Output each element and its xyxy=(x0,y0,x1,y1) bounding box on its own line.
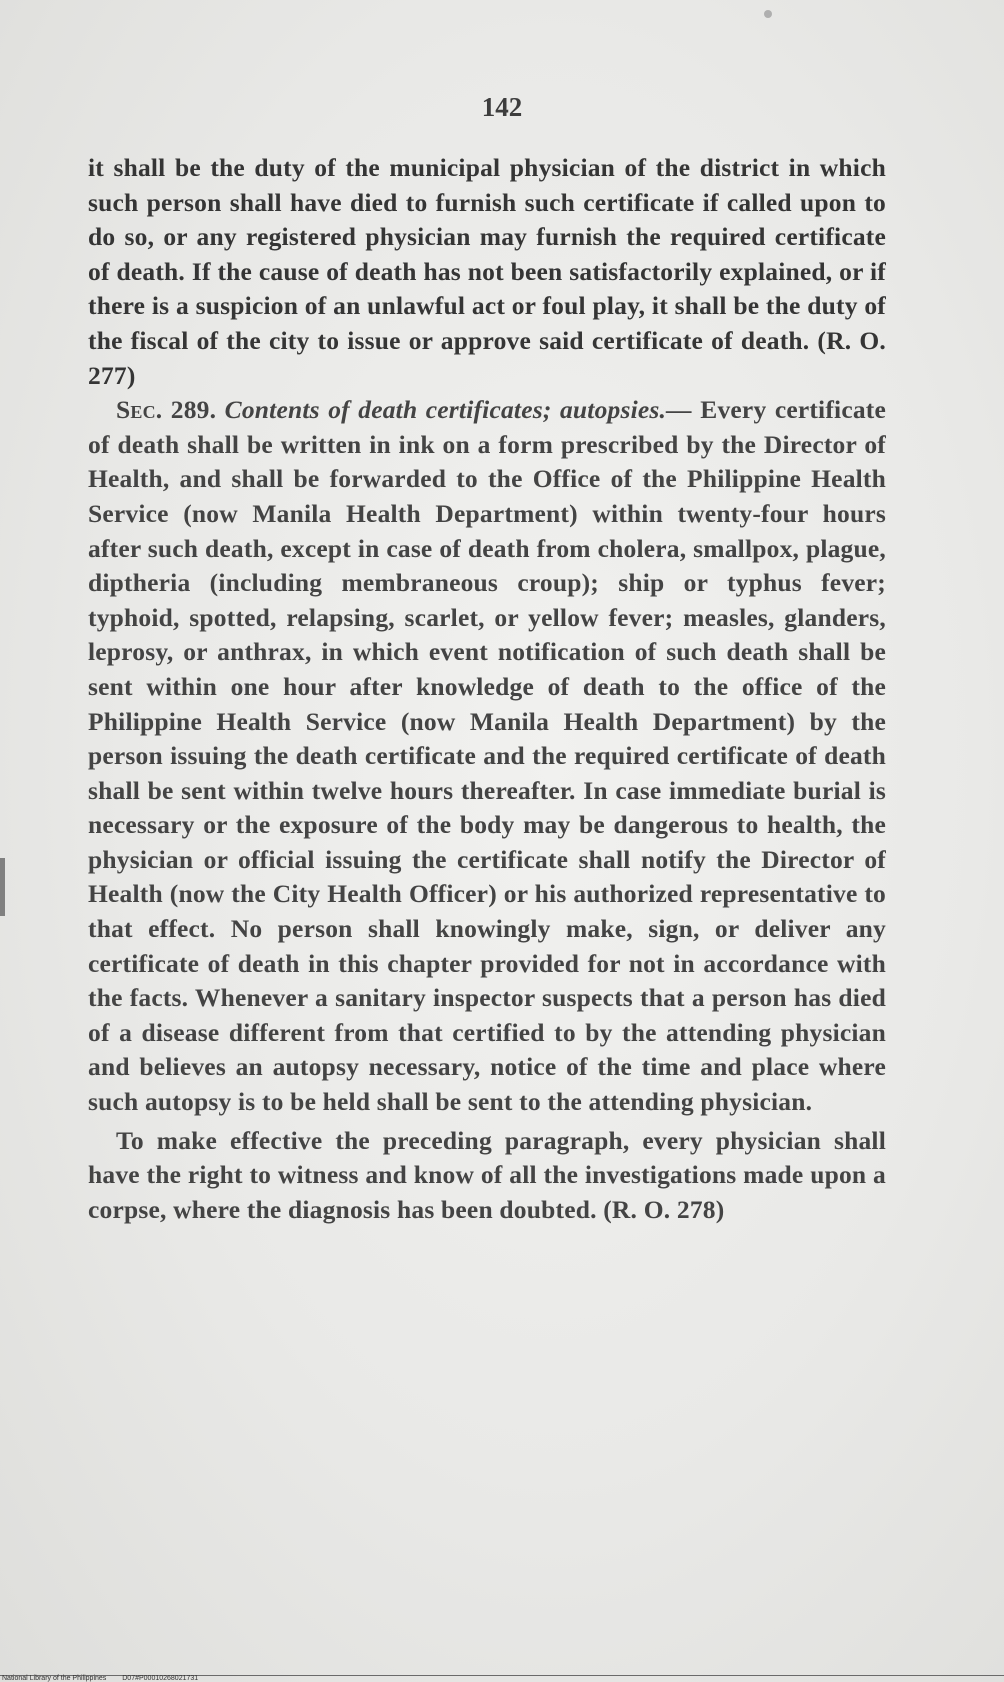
body-text xyxy=(88,151,886,1227)
section-label: Sec. 289. xyxy=(116,395,217,425)
scan-speck xyxy=(764,10,772,18)
footer-library: National Library of the Philippines xyxy=(2,1675,107,1682)
scan-edge-mark xyxy=(0,858,5,916)
footer-code: D07#P00010268021731 xyxy=(122,1675,199,1682)
scan-footer xyxy=(2,1675,198,1682)
section-title: Contents of death certificates; autopsies.— xyxy=(224,395,692,425)
paragraph-final: To make effective the preceding paragraph, every physician shall have the right to witness and know of all the investigations made upon a corpse, where the diagnosis has been doubted. (R. O. 278) xyxy=(88,1125,886,1224)
section-body: Every certificate of death shall be written in ink on a form prescribed by the Director of Health, and shall be forwarded to the Office of the Philippine Health Service (now Manila Health Department) within twenty-four hours after such death, except in case of death from cholera, smallpox, plague, diptheria (including membraneous croup); ship or typhus fever; typhoid, spotted, relapsing, scarlet, or yellow fever; measles, glanders, leprosy, or anthrax, in which event notification of such death shall be sent within one hour after knowledge of death to the office of the Philippine Health Service (now Manila Health Department) by the person issuing the death certificate and the required certificate of death shall be sent within twelve hours thereafter. In case immediate burial is necessary or the exposure of the body may be dangerous to health, the physician or official issuing the certificate shall notify the Director of Health (now the City Health Officer) or his authorized representative to that effect. No person shall knowingly make, sign, or deliver any certificate of death in this chapter provided for not in accordance with the facts. Whenever a sanitary inspector suspects that a person has died of a disease different from that certified to by the attending physician and believes an autopsy necessary, notice of the time and place where such autopsy is to be held shall be sent to the attending physician. xyxy=(88,395,887,1117)
paragraph-section-289 xyxy=(88,393,886,1119)
paragraph-continuation: it shall be the duty of the municipal physician of the district in which such person shall have died to furnish such certificate if called upon to do so, or any registered physician may furnish the required certificate of death. If the cause of death has not been satisfactorily explained, or if there is a suspicion of an unlawful act or foul play, it shall be the duty of the fiscal of the city to issue or approve said certificate of death. (R. O. 277) xyxy=(88,153,886,390)
page-number: 142 xyxy=(481,92,523,122)
